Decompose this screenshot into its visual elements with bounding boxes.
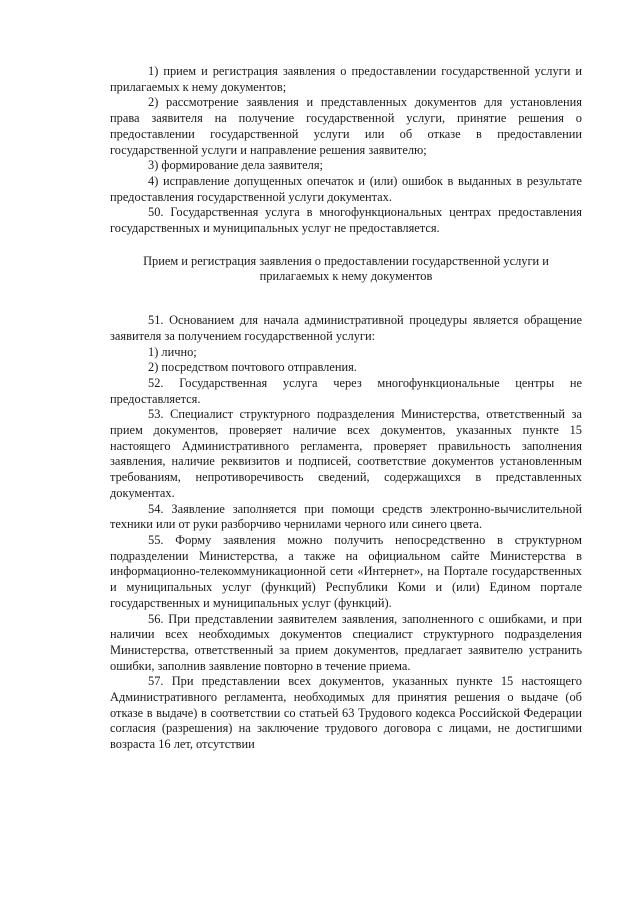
paragraph-step-1: 1) прием и регистрация заявления о предоставлении государственной услуги и прилагаемых к нему документов; — [110, 64, 582, 94]
section-heading: Прием и регистрация заявления о предоставлении государственной услуги и прилагаемых к нему документов — [143, 253, 549, 284]
document-body — [110, 64, 582, 753]
paragraph-step-3: 3) формирование дела заявителя; — [148, 158, 323, 173]
paragraph-55: 55. Форму заявления можно получить непосредственно в структурном подразделении Министерства, а также на официальном сайте Министерства в информационно-телекоммуникационной сети «Интернет», на Портале государственных и муниципальных услуг (функций) Республики Коми и (или) Едином портале государственных и муниципальных услуг (функций). — [110, 532, 582, 610]
paragraph-52: 52. Государственная услуга через многофункциональные центры не предоставляется. — [110, 375, 582, 406]
paragraph-51-item-2: 2) посредством почтового отправления. — [148, 360, 357, 375]
paragraph-step-2: 2) рассмотрение заявления и представленных документов для установления права заявителя на получение государственной услуги, принятие решения о предоставлении государственной услуги или об отказе в предоставлении государственной услуги и направление решения заявителю; — [110, 95, 582, 157]
paragraph-51-item-1: 1) лично; — [148, 344, 197, 359]
paragraph-56: 56. При представлении заявителем заявления, заполненного с ошибками, и при наличии всех необходимых документов специалист структурного подразделения Министерства, ответственный за прием документов, предлагает заявителю устранить ошибки, заполнив заявление повторно в течение приема. — [110, 611, 582, 673]
paragraph-57: 57. При представлении всех документов, указанных пункте 15 настоящего Административного регламента, необходимых для принятия решения о выдаче (об отказе в выдаче) в соответствии со статьей 63 Трудового кодекса Российской Федерации согласия (разрешения) на заключение трудового договора с лицами, не достигшими возраста 16 лет, отсутствии — [110, 674, 582, 752]
paragraph-step-4: 4) исправление допущенных опечаток и (или) ошибок в выданных в результате предоставления государственной услуги документах. — [110, 173, 582, 204]
paragraph-51: 51. Основанием для начала административной процедуры является обращение заявителя за получением государственной услуги: — [110, 313, 582, 343]
paragraph-54: 54. Заявление заполняется при помощи средств электронно-вычислительной техники или от руки разборчиво чернилами черного или синего цвета. — [110, 501, 582, 532]
paragraph-53: 53. Специалист структурного подразделения Министерства, ответственный за прием документов, проверяет наличие всех документов, указанных пункте 15 настоящего Административного регламента, проверяет правильность заполнения заявления, наличие реквизитов и подписей, соответствие документов установленным требованиям, непротиворечивость сведений, содержащихся в представленных документах. — [110, 407, 582, 500]
paragraph-50: 50. Государственная услуга в многофункциональных центрах предоставления государственных и муниципальных услуг не предоставляется. — [110, 205, 582, 236]
